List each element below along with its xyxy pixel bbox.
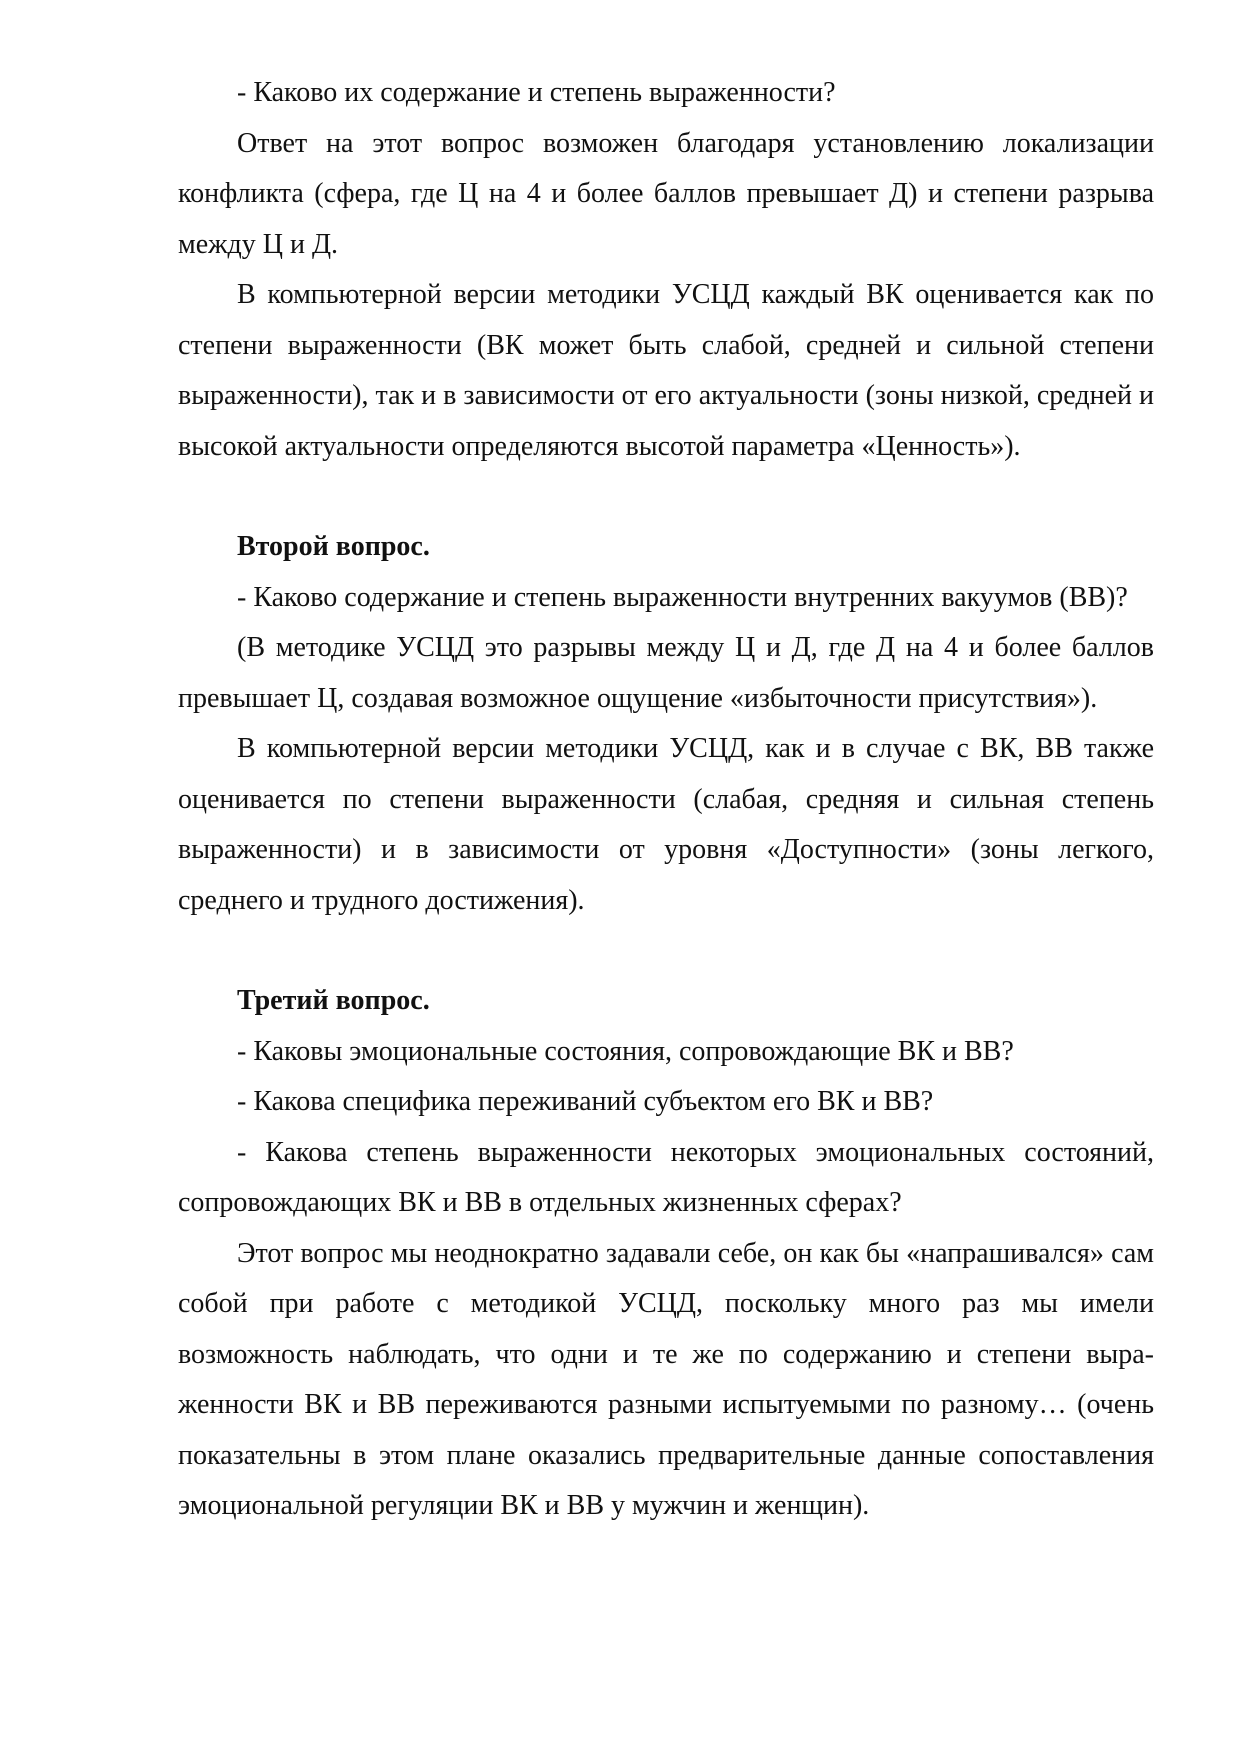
section-heading: Третий вопрос. — [237, 985, 430, 1016]
question-line: - Какова специфика переживаний субъектом его ВК и ВВ? — [237, 1086, 934, 1117]
section-gap — [178, 472, 1154, 522]
paragraph: (В методике УСЦД это разрывы между Ц и Д, где Д на 4 и более баллов превышает Ц, создавая возможное ощущение «избыточности присутствия»). — [178, 632, 1154, 714]
question-line: - Каково их содержание и степень выраженности? — [237, 77, 836, 108]
document-page — [178, 68, 1154, 1532]
question-line: - Каково содержание и степень выраженности внутренних вакуумов (ВВ)? — [237, 581, 1128, 613]
section-gap — [178, 926, 1154, 976]
paragraph: Ответ на этот вопрос возможен благодаря установлению локализации конфликта (сфера, где Ц на 4 и более баллов превышает Д) и степени разрыва между Ц и Д. — [178, 127, 1154, 260]
question-line: - Каковы эмоциональные состояния, сопровождающие ВК и ВВ? — [237, 1035, 1014, 1067]
paragraph: Этот вопрос мы неоднократно задавали себе, он как бы «напрашивался» сам собой при работе с методикой УСЦД, поскольку много раз мы имели возможность наблюдать, что одни и те же по содержанию и степени выраженности ВК и ВВ переживаются разными испытуемыми по разному… (очень показательны в этом плане оказались предварительные данные сопоставления эмоциональной регуляции ВК и ВВ у мужчин и женщин). — [178, 1237, 1154, 1521]
question-line: - Какова степень выраженности некоторых эмоциональных состояний, сопровождающих ВК и ВВ в отдельных жизненных сферах? — [178, 1136, 1154, 1218]
section-heading: Второй вопрос. — [237, 531, 430, 562]
paragraph: В компьютерной версии методики УСЦД, как и в случае с ВК, ВВ также оценивается по степени выраженности (слабая, средняя и сильная степень выраженности) и в зависимости от уровня «Доступности» (зоны легкого, среднего и трудного достижения). — [178, 733, 1154, 916]
paragraph: В компьютерной версии методики УСЦД каждый ВК оценивается как по степени выраженности (ВК может быть слабой, средней и сильной степени выраженности), так и в зависимости от его актуальности (зоны низкой, средней и высокой актуальности определяются высотой параметра «Ценность»). — [178, 279, 1154, 462]
